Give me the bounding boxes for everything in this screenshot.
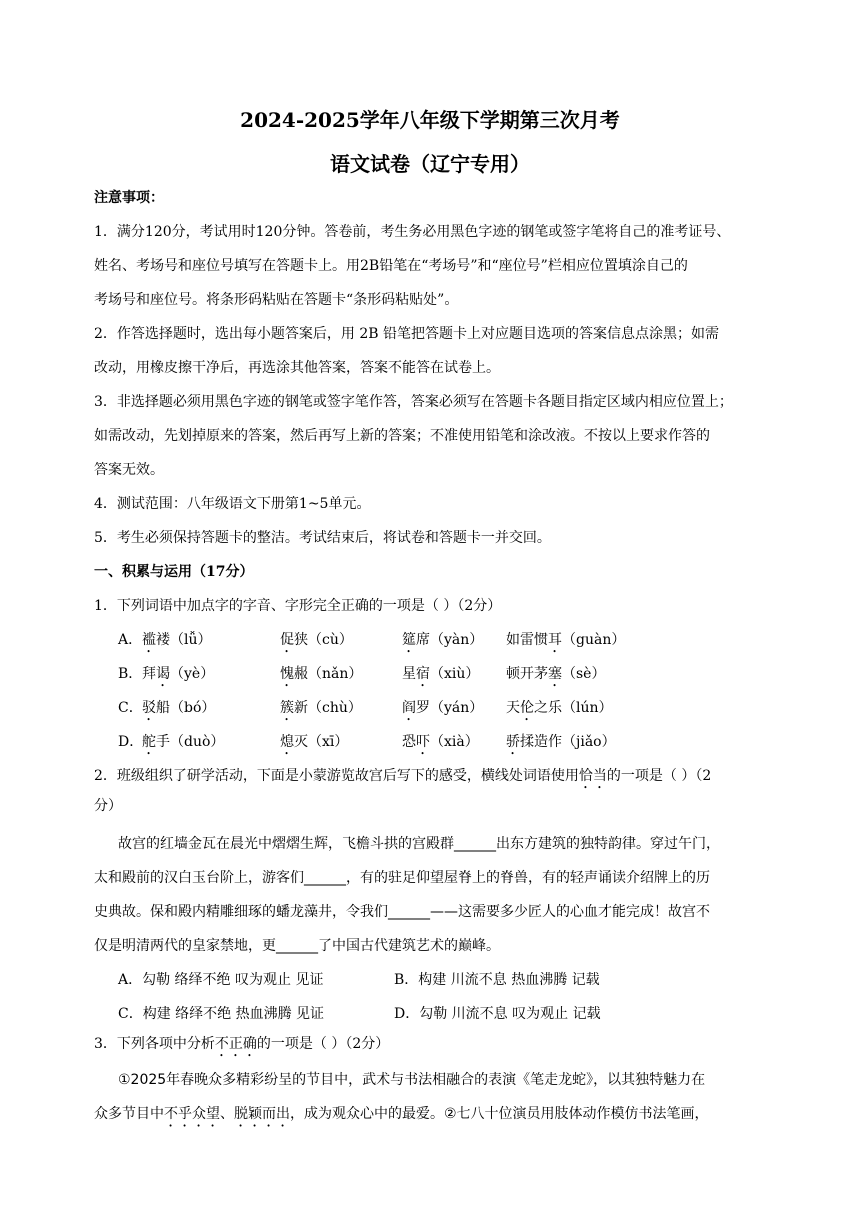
passage-line: 太和殿前的汉白玉台阶上，游客们______，有的驻足仰望屋脊上的脊兽，有的轻声诵读介绍牌上的历 (94, 870, 710, 886)
question-1-stem: 1．下列词语中加点字的字音、字形完全正确的一项是（ ）（2分） (94, 598, 502, 614)
question-2-stem: 2．班级组织了研学活动，下面是小蒙游览故宫后写下的感受，横线处词语使用恰当的一项是（ ）（2 (94, 768, 712, 784)
passage-line: 众多节目中不乎众望、脱颖而出，成为观众心中的最爱。②七八十位演员用肢体动作模仿书法笔画， (94, 1106, 709, 1122)
question-3-stem: 3．下列各项中分析不正确的一项是（ ）（2分） (94, 1036, 390, 1052)
notes-line: 改动，用橡皮擦干净后，再选涂其他答案，答案不能答在试卷上。 (94, 360, 500, 376)
notes-line: 4．测试范围：八年级语文下册第1~5单元。 (94, 496, 371, 512)
passage-line: 仅是明清两代的皇家禁地，更______了中国古代建筑艺术的巅峰。 (94, 938, 500, 954)
option-word: 愧赧（nǎn） (280, 666, 363, 682)
option-label: A． (118, 632, 143, 648)
option-word: 舵手（duò） (142, 734, 225, 750)
option-word: 熄灭（xī） (280, 734, 349, 750)
passage-line: 史典故。保和殿内精雕细琢的蟠龙藻井，令我们______——这需要多少匠人的心血才能完成！故宫不 (94, 904, 710, 920)
exam-title: 2024-2025学年八年级下学期第三次月考 (240, 108, 620, 132)
option-word: 顿开茅塞（sè） (506, 666, 606, 682)
option-word: 如雷惯耳（guàn） (506, 632, 626, 648)
option-word: 筵席（yàn） (402, 632, 484, 648)
option-label: C． (118, 700, 143, 716)
option-label: D． (118, 734, 144, 750)
notes-line: 1．满分120分，考试用时120分钟。答卷前，考生务必用黑色字迹的钢笔或签字笔将自己的准考证号、 (94, 224, 731, 240)
answer-option: C．构建 络绎不绝 热血沸腾 见证 (118, 1006, 325, 1022)
passage-line: 故宫的红墙金瓦在晨光中熠熠生辉，飞檐斗拱的宫殿群______出东方建筑的独特韵律。穿过午门， (118, 836, 720, 852)
option-word: 褴褛（lǚ） (142, 632, 212, 648)
option-word: 拜谒（yè） (142, 666, 215, 682)
answer-option: A．勾勒 络绎不绝 叹为观止 见证 (118, 972, 324, 988)
option-word: 天伦之乐（lún） (506, 700, 613, 716)
notes-line: 如需改动，先划掉原来的答案，然后再写上新的答案；不准使用铅笔和涂改液。不按以上要求作答的 (94, 428, 710, 444)
answer-option: B．构建 川流不息 热血沸腾 记载 (394, 972, 600, 988)
option-word: 阎罗（yán） (402, 700, 484, 716)
notes-line: 5．考生必须保持答题卡的整洁。考试结束后，将试卷和答题卡一并交回。 (94, 530, 551, 546)
exam-subtitle: 语文试卷（辽宁专用） (330, 152, 530, 176)
notes-line: 3．非选择题必须用黑色字迹的钢笔或签字笔作答，答案必须写在答题卡各题目指定区域内相应位置上； (94, 394, 733, 410)
notes-line: 姓名、考场号和座位号填写在答题卡上。用2B铅笔在“考场号”和“座位号”栏相应位置填涂自己的 (94, 258, 688, 274)
notes-line: 2．作答选择题时，选出每小题答案后，用 2B 铅笔把答题卡上对应题目选项的答案信息点涂黑；如需 (94, 326, 720, 342)
answer-option: D．勾勒 川流不息 叹为观止 记载 (394, 1006, 601, 1022)
section-heading: 一、积累与运用（17分） (94, 564, 254, 580)
option-word: 骄揉造作（jiǎo） (506, 734, 616, 750)
option-word: 驳船（bó） (142, 700, 216, 716)
notes-line: 答案无效。 (94, 462, 164, 478)
option-word: 恐吓（xià） (402, 734, 479, 750)
option-word: 促狭（cù） (280, 632, 353, 648)
question-2-stem-cont: 分） (94, 798, 122, 814)
option-word: 星宿（xiù） (402, 666, 480, 682)
passage-line: ①2025年春晚众多精彩纷呈的节目中，武术与书法相融合的表演《笔走龙蛇》，以其独特魅力在 (118, 1072, 706, 1088)
notes-heading: 注意事项： (94, 190, 164, 206)
notes-line: 考场号和座位号。将条形码粘贴在答题卡“条形码粘贴处”。 (94, 292, 459, 308)
option-label: B． (118, 666, 143, 682)
option-word: 簇新（chù） (280, 700, 362, 716)
